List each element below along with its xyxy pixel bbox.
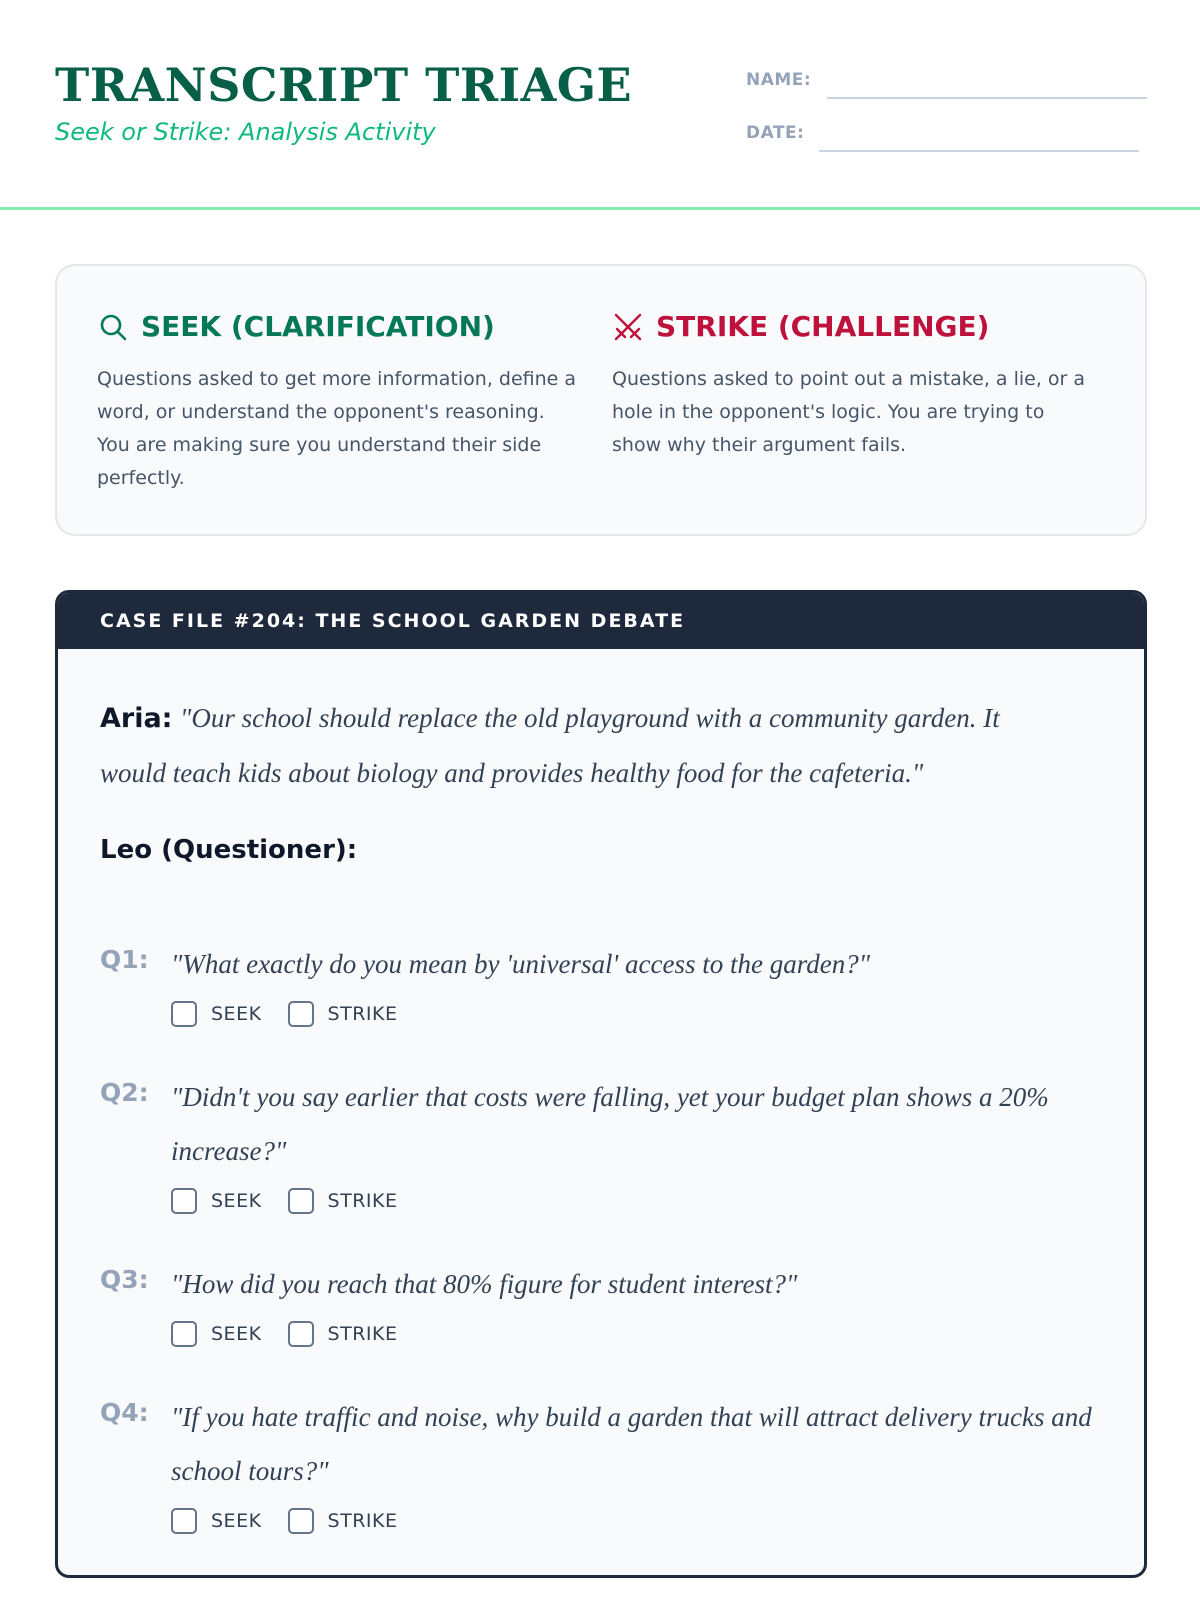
case-file-header: CASE FILE #204: THE SCHOOL GARDEN DEBATE <box>58 593 1144 649</box>
question-number: Q4: <box>100 1398 149 1427</box>
answer-options <box>171 1188 1110 1214</box>
case-file-card <box>55 590 1147 1578</box>
question-number: Q2: <box>100 1078 149 1107</box>
answer-options <box>171 1321 1110 1347</box>
speaker-name: Aria: <box>100 703 173 734</box>
strike-checkbox[interactable] <box>288 1001 314 1027</box>
strike-option[interactable] <box>288 1001 398 1027</box>
page-title: TRANSCRIPT TRIAGE <box>55 58 633 112</box>
seek-option-label: SEEK <box>211 1510 262 1532</box>
strike-option-label: STRIKE <box>327 1323 398 1345</box>
seek-title: SEEK (CLARIFICATION) <box>141 310 495 343</box>
definitions-panel <box>55 264 1147 536</box>
seek-description: Questions asked to get more information, define a word, or understand the opponent's reasoning. You are making sure you understand their side perfectly. <box>97 368 577 489</box>
crossed-swords-icon <box>612 311 644 343</box>
seek-option-label: SEEK <box>211 1323 262 1345</box>
name-field[interactable] <box>827 97 1147 99</box>
question-text: "How did you reach that 80% figure for student interest?" <box>171 1269 798 1299</box>
question-number: Q1: <box>100 945 149 974</box>
seek-option-label: SEEK <box>211 1003 262 1025</box>
seek-option[interactable] <box>171 1188 262 1214</box>
questioner-label: Leo (Questioner): <box>100 835 358 865</box>
strike-checkbox[interactable] <box>288 1321 314 1347</box>
strike-option-label: STRIKE <box>327 1003 398 1025</box>
question-text: "Didn't you say earlier that costs were falling, yet your budget plan shows a 20% increase?" <box>171 1082 1049 1166</box>
strike-option-label: STRIKE <box>327 1190 398 1212</box>
seek-option[interactable] <box>171 1001 262 1027</box>
statement-quote: "Our school should replace the old playground with a community garden. It would teach kids about biology and provides healthy food for the cafeteria." <box>100 703 1000 788</box>
search-icon <box>97 311 129 343</box>
worksheet-header <box>0 0 1200 210</box>
answer-options <box>171 1508 1110 1534</box>
question-item <box>100 1390 1110 1534</box>
seek-checkbox[interactable] <box>171 1508 197 1534</box>
strike-checkbox[interactable] <box>288 1508 314 1534</box>
strike-checkbox[interactable] <box>288 1188 314 1214</box>
strike-option[interactable] <box>288 1321 398 1347</box>
strike-title: STRIKE (CHALLENGE) <box>656 310 990 343</box>
question-item <box>100 1070 1110 1214</box>
strike-option-label: STRIKE <box>327 1510 398 1532</box>
seek-checkbox[interactable] <box>171 1188 197 1214</box>
seek-option[interactable] <box>171 1508 262 1534</box>
seek-option-label: SEEK <box>211 1190 262 1212</box>
seek-definition <box>97 310 577 495</box>
seek-checkbox[interactable] <box>171 1001 197 1027</box>
name-label: NAME: <box>746 70 812 90</box>
question-item <box>100 1257 1110 1347</box>
opening-statement <box>100 691 1060 800</box>
date-label: DATE: <box>746 123 805 143</box>
page-subtitle: Seek or Strike: Analysis Activity <box>55 118 436 146</box>
question-number: Q3: <box>100 1265 149 1294</box>
strike-option[interactable] <box>288 1508 398 1534</box>
seek-option[interactable] <box>171 1321 262 1347</box>
strike-description: Questions asked to point out a mistake, a lie, or a hole in the opponent's logic. You are trying to show why their argument fails. <box>612 368 1086 456</box>
question-text: "What exactly do you mean by 'universal' access to the garden?" <box>171 949 871 979</box>
answer-options <box>171 1001 1110 1027</box>
seek-checkbox[interactable] <box>171 1321 197 1347</box>
date-field[interactable] <box>819 150 1139 152</box>
question-text: "If you hate traffic and noise, why build a garden that will attract delivery trucks and school tours?" <box>171 1402 1092 1486</box>
strike-definition <box>612 310 1092 462</box>
question-item <box>100 937 1110 1027</box>
strike-option[interactable] <box>288 1188 398 1214</box>
